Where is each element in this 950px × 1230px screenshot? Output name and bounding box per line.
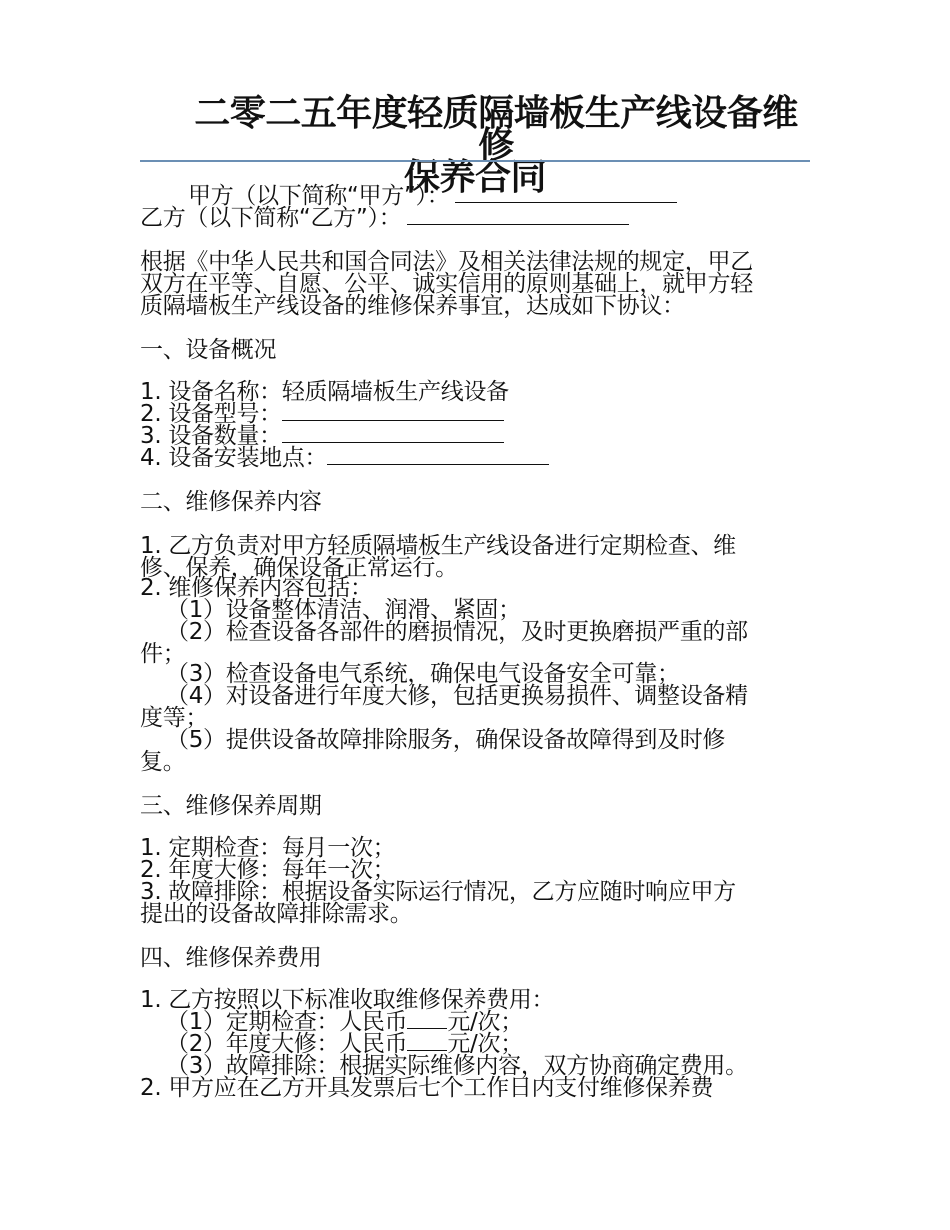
- overhaul-fee-label: （2）年度大修：人民币: [166, 1031, 408, 1057]
- section-3-item-3-line-1: 3. 故障排除：根据设备实际运行情况，乙方应随时响应甲方: [140, 879, 736, 905]
- section-2-p2: 2. 维修保养内容包括：: [140, 575, 373, 601]
- inspection-fee-unit: 元/次；: [447, 1009, 523, 1035]
- section-3-item-1: 1. 定期检查：每月一次；: [140, 835, 396, 861]
- section-3-item-2: 2. 年度大修：每年一次；: [140, 857, 396, 883]
- location-label: 4. 设备安装地点：: [140, 445, 328, 471]
- section-4-heading: 四、维修保养费用: [140, 945, 322, 971]
- section-2-sub-3: （3）检查设备电气系统，确保电气设备安全可靠；: [166, 661, 680, 687]
- section-2-sub-5-line-1: （5）提供设备故障排除服务，确保设备故障得到及时修: [166, 727, 726, 753]
- intro-line-2: 双方在平等、自愿、公平、诚实信用的原则基础上，就甲方轻: [140, 271, 753, 297]
- section-2-sub-4-line-1: （4）对设备进行年度大修，包括更换易损件、调整设备精: [166, 683, 748, 709]
- title-line-2: 保养合同: [403, 157, 546, 198]
- section-2-p1-line-1: 1. 乙方负责对甲方轻质隔墙板生产线设备进行定期检查、维: [140, 533, 736, 559]
- inspection-fee-label: （1）定期检查：人民币: [166, 1009, 408, 1035]
- section-1-item-1: 1. 设备名称：轻质隔墙板生产线设备: [140, 379, 509, 405]
- section-2-heading: 二、维修保养内容: [140, 489, 322, 515]
- title-line-1: 二零二五年度轻质隔墙板生产线设备维修: [194, 93, 798, 166]
- overhaul-fee-blank: [407, 1032, 447, 1051]
- overhaul-fee-unit: 元/次；: [447, 1031, 523, 1057]
- model-label: 2. 设备型号：: [140, 401, 282, 427]
- intro-line-1: 根据《中华人民共和国合同法》及相关法律法规的规定，甲乙: [140, 249, 753, 275]
- section-4-p1: 1. 乙方按照以下标准收取维修保养费用：: [140, 987, 555, 1013]
- section-2-sub-2-line-1: （2）检查设备各部件的磨损情况，及时更换磨损严重的部: [166, 619, 748, 645]
- section-2-p1-line-2: 修、保养，确保设备正常运行。: [140, 555, 458, 581]
- section-2-sub-4-line-2: 度等；: [140, 705, 209, 731]
- quantity-blank: [282, 424, 504, 443]
- model-blank: [282, 402, 504, 421]
- party-a-label: 甲方（以下简称“甲方”）：: [188, 183, 450, 209]
- section-2-sub-1: （1）设备整体清洁、润滑、紧固；: [166, 597, 521, 623]
- party-b-label: 乙方（以下简称“乙方”）：: [140, 205, 402, 231]
- party-b-line: [140, 206, 629, 230]
- intro-line-3: 质隔墙板生产线设备的维修保养事宜，达成如下协议：: [140, 293, 685, 319]
- inspection-fee-blank: [407, 1010, 447, 1029]
- section-1-item-4: [140, 446, 549, 470]
- location-blank: [327, 446, 549, 465]
- section-2-sub-2-line-2: 件；: [140, 641, 186, 667]
- title-underline: [140, 160, 810, 162]
- quantity-label: 3. 设备数量：: [140, 423, 282, 449]
- party-a-blank: [455, 184, 677, 203]
- section-4-sub-3: （3）故障排除：根据实际维修内容，双方协商确定费用。: [166, 1053, 748, 1079]
- section-2-sub-5-line-2: 复。: [140, 749, 186, 775]
- section-3-heading: 三、维修保养周期: [140, 793, 322, 819]
- section-3-item-3-line-2: 提出的设备故障排除需求。: [140, 901, 413, 927]
- section-4-p2: 2. 甲方应在乙方开具发票后七个工作日内支付维修保养费: [140, 1075, 714, 1101]
- section-1-heading: 一、设备概况: [140, 337, 277, 363]
- party-b-blank: [407, 206, 629, 225]
